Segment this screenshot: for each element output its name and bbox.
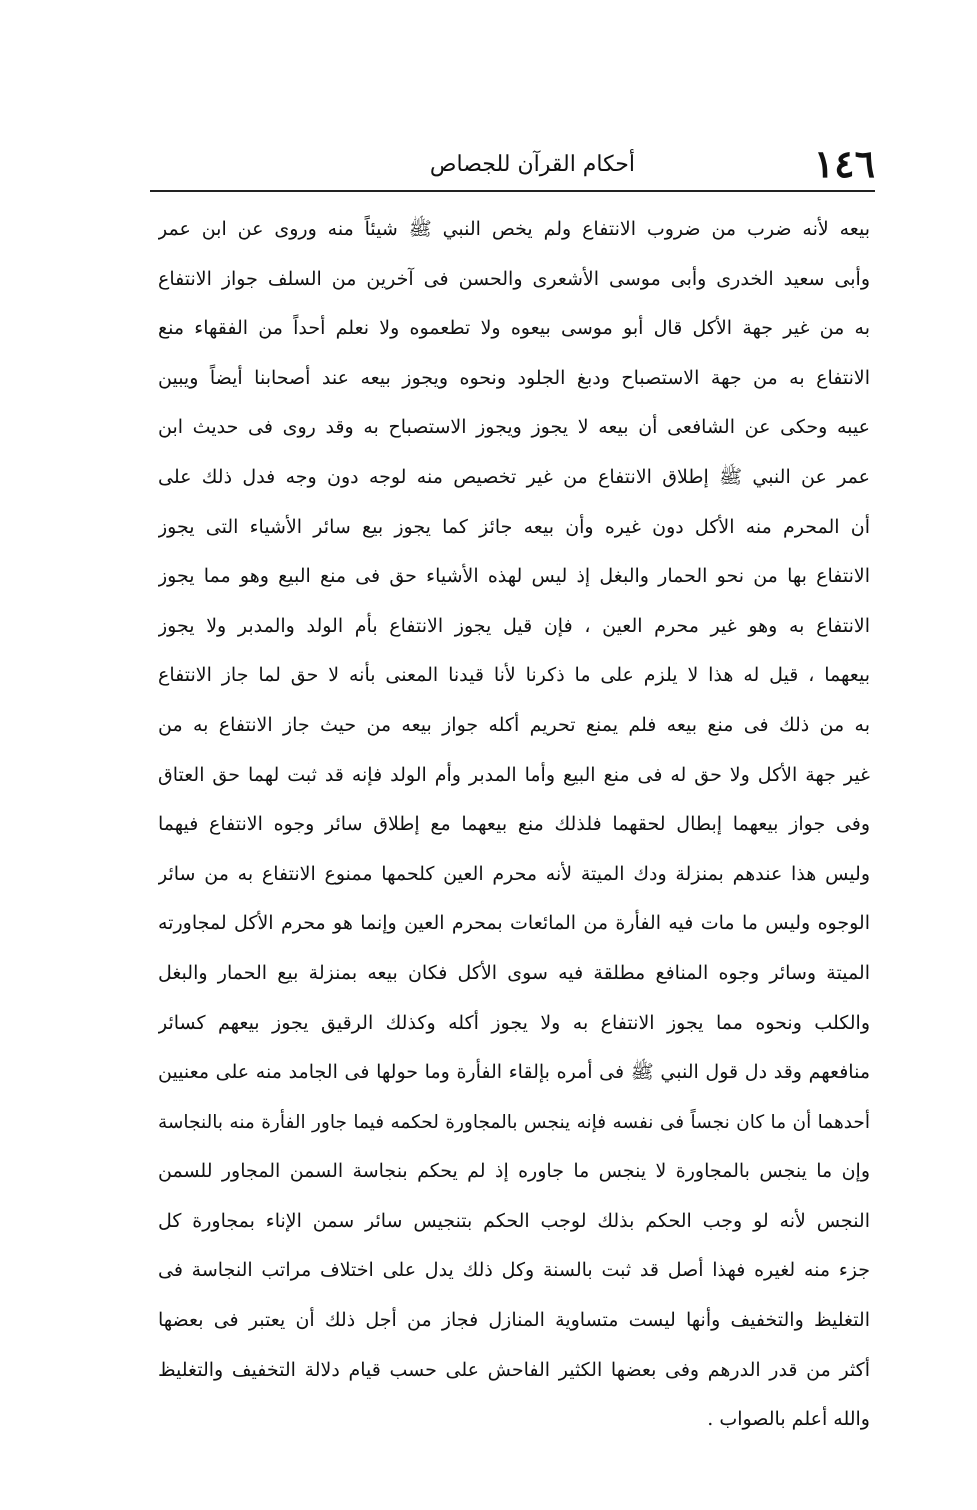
text-line: غير جهة الأكل ولا حق له فى منع البيع وأما المدبر وأم الولد فإنه قد ثبت لهما حق العتاق [158,763,870,786]
text-line: وإن ما ينجس بالمجاورة لا ينجس ما جاوره إذ لم يحكم بنجاسة السمن المجاور للسمن [158,1160,870,1183]
text-line: بيعه لأنه ضرب من ضروب الانتفاع ولم يخص النبي ﷺ شيئاً منه وروى عن ابن عمر [158,218,870,240]
text-line: منافعهم وقد دل قول النبي ﷺ فى أمره بإلقاء الفأرة وما حولها فى الجامد منه على معنيين [158,1061,870,1084]
text-line: أكثر من قدر الدرهم وفى بعضها الكثير الفاحش على حسب قيام دلالة التخفيف والتغليظ [158,1358,870,1381]
text-line: وأبى سعيد الخدرى وأبى موسى الأشعرى والحسن فى آخرين من السلف جواز الانتفاع [158,267,870,290]
body-text [158,205,870,1445]
page-number: ١٤٦ [813,141,875,186]
text-line: عمر عن النبي ﷺ إطلاق الانتفاع من غير تخصيص منه لوجه دون وجه فدل ذلك على [158,465,870,488]
text-line: به من غير جهة الأكل قال أبو موسى بيعوه ولا تطعموه ولا نعلم أحداً من الفقهاء منع [158,317,870,340]
text-line: الوجوه وليس ما مات فيه الفأرة من المائعات بمحرم العين وإنما هو محرم الأكل لمجاورته [158,912,870,935]
text-line-last: والله أعلم بالصواب . [707,1408,870,1431]
running-title: أحكام القرآن للجصاص [429,152,635,177]
text-line: أحدهما أن ما كان نجساً فى نفسه فإنه ينجس بالمجاورة لحكمه فيما جاور الفأرة منه بالنجاسة [158,1111,870,1133]
page-header [150,140,875,188]
text-line: عيبه وحكى عن الشافعى أن بيعه لا يجوز ويجوز الاستصباح به وقد روى فى حديث ابن [158,416,870,439]
text-line: أن المحرم منه الأكل دون غيره وأن بيعه جائز كما يجوز بيع سائر الأشياء التى يجوز [158,515,870,538]
text-line: الانتفاع به من جهة الاستصباح ودبغ الجلود ونحوه ويجوز بيعه عند أصحابنا أيضاً ويبين [158,366,870,389]
text-line: جزء منه لغيره فهذا أصل قد ثبت بالسنة وكل ذلك يدل على اختلاف مراتب النجاسة فى [158,1259,870,1282]
text-line: التغليظ والتخفيف وأنها ليست متساوية المنازل فجاز من أجل ذلك أن يعتبر فى بعضها [158,1309,870,1332]
text-line: الانتفاع بها من نحو الحمار والبغل إذ ليس لهذه الأشياء حق فى منع البيع وهو مما يجوز [158,565,870,588]
text-line: النجس لأنه لو وجب الحكم بذلك لوجب الحكم بتنجيس سائر سمن الإناء بمجاورة كل [158,1209,870,1232]
text-line: بيعهما ، قيل له هذا لا يلزم على ما ذكرنا لأنا قيدنا المعنى بأنه لا حق لما جاز الانتفاع [158,664,870,687]
text-line: وليس هذا عندهم بمنزلة ودك الميتة لأنه محرم العين كلحمها ممنوع الانتفاع به من سائر [158,862,870,885]
text-line: والكلب ونحوه مما يجوز الانتفاع به ولا يجوز أكله وكذلك الرقيق يجوز بيعهم كسائر [158,1011,870,1034]
header-rule [150,190,875,192]
text-line: الميتة وسائر وجوه المنافع مطلقة فيه سوى الأكل فكان بيعه بمنزلة بيع الحمار والبغل [158,961,870,984]
text-line: وفى جواز بيعهما إبطال لحقهما فلذلك منع بيعهما مع إطلاق سائر وجوه الانتفاع فيهما [158,813,870,836]
text-line: الانتفاع به وهو غير محرم العين ، فإن قيل يجوز الانتفاع بأم الولد والمدبر ولا يجوز [158,614,870,637]
text-line: به من ذلك فى منع بيعه فلم يمنع تحريم أكله جواز بيعه من حيث جاز الانتفاع به من [158,713,870,736]
